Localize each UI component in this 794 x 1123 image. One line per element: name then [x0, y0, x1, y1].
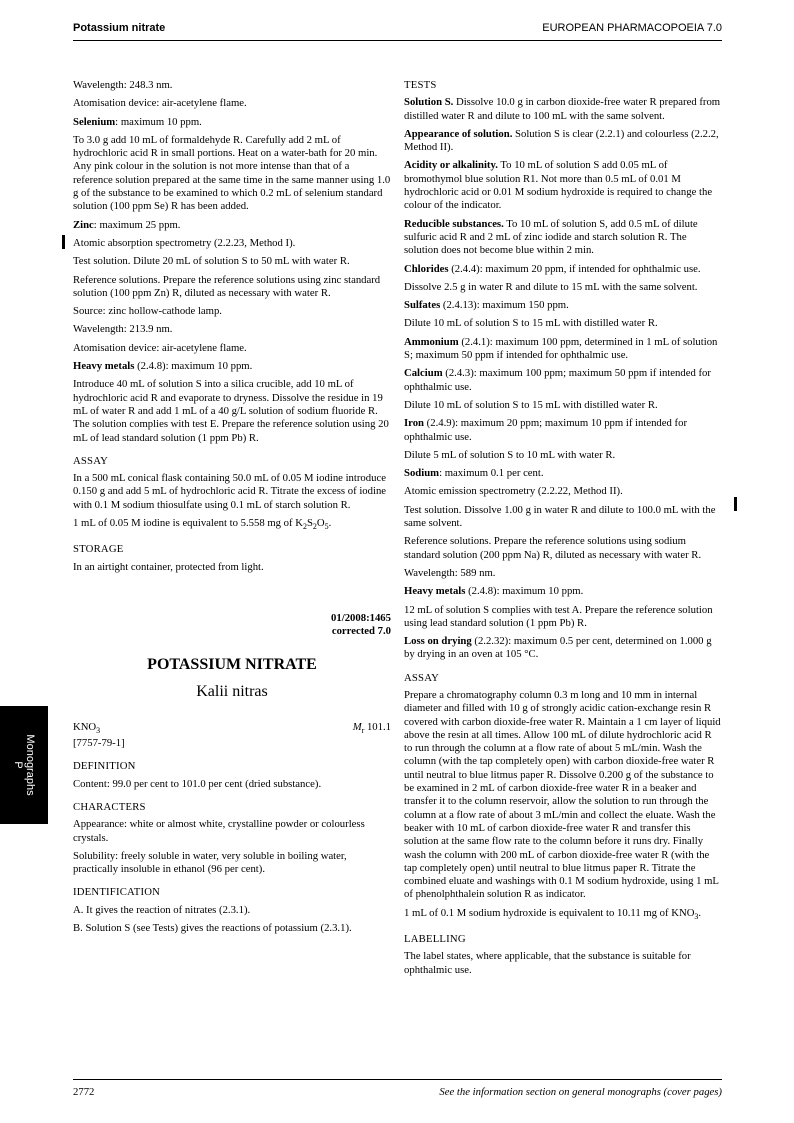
- iron-heading: Iron (2.4.9): maximum 20 ppm; maximum 10 ppm if intended for ophthalmic use.: [404, 417, 687, 443]
- assay-heading: ASSAY: [73, 454, 109, 467]
- acidity-alkalinity: Acidity or alkalinity. To 10 mL of solution S add 0.05 mL of bromothymol blue solution R1. Not more than 0.5 mL of 0.01 M hydrochloric acid or 0.01 M sodium hydroxide is required to change the colour of the indicator.: [404, 159, 713, 212]
- calcium-heading: Calcium (2.4.3): maximum 100 ppm; maximum 50 ppm if intended for ophthalmic use.: [404, 367, 711, 393]
- molecular-formula: $KNO_3$: [73, 720, 101, 735]
- atomisation-se: Atomisation device: air-acetylene flame.: [73, 97, 247, 110]
- monograph-title: POTASSIUM NITRATE: [147, 656, 317, 674]
- solubility-text: Solubility: freely soluble in water, very soluble in boiling water, practically insoluble in ethanol (96 per cent).: [73, 849, 347, 876]
- definition-heading: DEFINITION: [73, 760, 136, 773]
- heavy-metals-heading: Heavy metals (2.4.8): maximum 10 ppm.: [73, 360, 253, 373]
- sulfates-heading: Sulfates (2.4.13): maximum 150 ppm.: [404, 299, 569, 312]
- footer-rule: [73, 1079, 722, 1080]
- storage-text: In an airtight container, protected from light.: [73, 560, 264, 573]
- reducible-substances: Reducible substances. To 10 mL of solution S, add 0.5 mL of dilute sulfuric acid R and 2 mL of zinc iodide and starch solution R. The solution does not become blue within 2 min.: [404, 217, 698, 257]
- monograph-latin-name: Kalii nitras: [196, 683, 268, 701]
- running-header-publication: EUROPEAN PHARMACOPOEIA 7.0: [542, 22, 722, 34]
- zinc-wavelength: Wavelength: 213.9 nm.: [73, 323, 173, 336]
- wavelength-se: Wavelength: 248.3 nm.: [73, 79, 173, 91]
- header-rule: [73, 40, 722, 41]
- assay-equivalence-right: 1 mL of 0.1 M sodium hydroxide is equivalent to 10.11 mg of $KNO_3$.: [404, 906, 702, 921]
- assay-equivalence: 1 mL of 0.05 M iodine is equivalent to 5.558 mg of $K_2S_2O_5$.: [73, 517, 332, 532]
- tests-heading: TESTS: [404, 79, 437, 91]
- heavy-metals-text: Introduce 40 mL of solution S into a silica crucible, add 10 mL of hydrochloric acid R and evaporate to dryness. Dissolve the residue in 19 mL of water R and add 1 mL of a 40 g/L solution of sodium fluoride R. The solution complies with test E. Prepare the reference solution using 20 mL of lead standard solution (1 ppm Pb) R.: [73, 378, 389, 444]
- selenium-heading: Selenium: maximum 10 ppm.: [73, 115, 202, 128]
- cas-number: [7757-79-1]: [73, 737, 125, 750]
- relative-molecular-mass: $M_r$ 101.1: [352, 720, 391, 735]
- sodium-test-solution: Test solution. Dissolve 1.00 g in water R and dilute to 100.0 mL with the same solvent.: [404, 503, 716, 530]
- loss-on-drying: Loss on drying (2.2.32): maximum 0.5 per cent, determined on 1.000 g by drying in an oven at 105 °C.: [404, 635, 712, 661]
- identification-a: A. It gives the reaction of nitrates (2.3.1).: [73, 903, 251, 916]
- page-number: 2772: [73, 1086, 95, 1098]
- zinc-test-solution: Test solution. Dilute 20 mL of solution S to 50 mL with water R.: [73, 255, 350, 268]
- zinc-heading: Zinc: maximum 25 ppm.: [73, 218, 181, 231]
- assay-procedure-right: Prepare a chromatography column 0.3 m long and 10 mm in internal diameter and filled with 10 g of strongly acidic cation-exchange resin R covered with carbon dioxide-free water R. Maintain a 1 cm layer of liquid above the resin at all times. Allow 100 mL of dilute hydrochloric acid R to run through the column at a flow rate of about 5 mL/min. Wash the column (with the tap completely open) with carbon dioxide-free water R until neutral to blue litmus paper R. Dissolve 0.200 g of the substance to be examined in 2 mL of carbon dioxide-free water R in a beaker and transfer it to the column reservoir, allow the solution to run through the column at a flow rate of about 3 mL/min and collect the eluate. Wash the beaker with 10 mL of carbon dioxide-free water R and transfer this solution at the same flow rate to the column before it runs dry. Finally wash the column with 200 mL of carbon dioxide-free water R (with the tap completely open) until neutral to blue litmus paper R. Titrate the combined eluate and washings with 0.1 M sodium hydroxide, using 1 mL of phenolphthalein solution R as indicator.: [404, 688, 721, 901]
- zinc-method: Atomic absorption spectrometry (2.2.23, Method I).: [73, 236, 296, 249]
- solution-s: Solution S. Dissolve 10.0 g in carbon dioxide-free water R prepared from distilled water R and dilute to 100 mL with the same solvent.: [404, 96, 721, 122]
- running-header-title: Potassium nitrate: [73, 22, 166, 34]
- sulfates-text: Dilute 10 mL of solution S to 15 mL with distilled water R.: [404, 317, 658, 330]
- monograph-id: 01/2008:1465 corrected 7.0: [331, 612, 391, 638]
- labelling-text: The label states, where applicable, that the substance is suitable for ophthalmic use.: [404, 950, 691, 976]
- assay-heading-right: ASSAY: [404, 671, 440, 684]
- definition-text: Content: 99.0 per cent to 101.0 per cent (dried substance).: [73, 777, 322, 790]
- formula-row: [73, 721, 391, 737]
- chlorides-heading: Chlorides (2.4.4): maximum 20 ppm, if intended for ophthalmic use.: [404, 262, 701, 275]
- zinc-atomisation: Atomisation device: air-acetylene flame.: [73, 341, 247, 354]
- appearance-of-solution: Appearance of solution. Solution S is clear (2.2.1) and colourless (2.2.2, Method II).: [404, 127, 719, 154]
- labelling-heading: LABELLING: [404, 933, 466, 946]
- footer-note: See the information section on general monographs (cover pages): [439, 1086, 722, 1098]
- left-column: [73, 79, 391, 940]
- heavy-metals-text-right: 12 mL of solution S complies with test A. Prepare the reference solution using lead standard solution (1 ppm Pb) R.: [404, 603, 713, 629]
- sodium-method: Atomic emission spectrometry (2.2.22, Method II).: [404, 485, 623, 498]
- right-column: [404, 79, 722, 982]
- calcium-text: Dilute 10 mL of solution S to 15 mL with distilled water R.: [404, 398, 658, 411]
- iron-text: Dilute 5 mL of solution S to 10 mL with water R.: [404, 448, 616, 461]
- heavy-metals-heading-right: Heavy metals (2.4.8): maximum 10 ppm.: [404, 585, 584, 598]
- appearance-text: Appearance: white or almost white, crystalline powder or colourless crystals.: [73, 818, 365, 844]
- characters-heading: CHARACTERS: [73, 800, 146, 813]
- zinc-reference-solutions: Reference solutions. Prepare the reference solutions using zinc standard solution (100 ppm Zn) R, diluted as necessary with water R.: [73, 273, 381, 299]
- zinc-source: Source: zinc hollow-cathode lamp.: [73, 305, 222, 318]
- storage-heading: STORAGE: [73, 543, 124, 556]
- change-bar-right: [734, 497, 737, 511]
- identification-b: B. Solution S (see Tests) gives the reactions of potassium (2.3.1).: [73, 922, 352, 935]
- assay-procedure: In a 500 mL conical flask containing 50.0 mL of 0.05 M iodine introduce 0.150 g and add 5 mL of hydrochloric acid R. Titrate the excess of iodine with 0.1 M sodium thiosulfate using 0.1 mL of starch solution R.: [73, 472, 387, 511]
- sodium-heading: Sodium: maximum 0.1 per cent.: [404, 467, 544, 480]
- chlorides-text: Dissolve 2.5 g in water R and dilute to 15 mL with the same solvent.: [404, 280, 698, 293]
- ammonium-heading: Ammonium (2.4.1): maximum 100 ppm, determined in 1 mL of solution S; maximum 50 ppm if intended for ophthalmic use.: [404, 335, 718, 362]
- side-tab-label: Monographs P: [12, 734, 36, 796]
- selenium-text: To 3.0 g add 10 mL of formaldehyde R. Carefully add 2 mL of hydrochloric acid R in small portions. Heat on a water-bath for 20 min. Any pink colour in the solution is not more intense than that of a reference solution prepared at the same time in the same manner using 1.0 g of the substance to be examined to which 0.2 mL of selenium standard solution (100 ppm Se) R has been added.: [73, 133, 391, 213]
- change-bar-left: [62, 235, 65, 249]
- sodium-wavelength: Wavelength: 589 nm.: [404, 566, 496, 579]
- identification-heading: IDENTIFICATION: [73, 886, 161, 899]
- sodium-reference-solutions: Reference solutions. Prepare the reference solutions using sodium standard solution (200 ppm Na) R, diluted as necessary with water R.: [404, 535, 702, 561]
